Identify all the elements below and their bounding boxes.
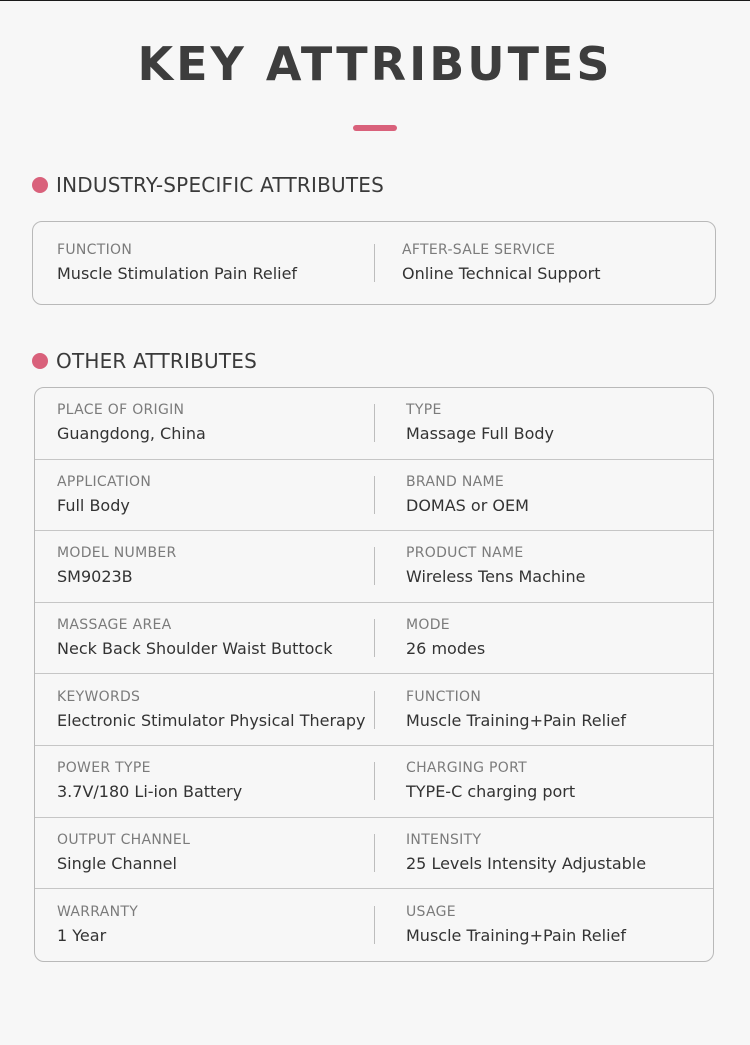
attribute-value: 1 Year	[57, 925, 107, 945]
attribute-value: 3.7V/180 Li-ion Battery	[57, 782, 243, 802]
other-attributes-card	[34, 387, 714, 962]
attribute-key: PRODUCT NAME	[406, 545, 524, 562]
attribute-value: Guangdong, China	[57, 424, 206, 444]
attribute-cell	[35, 831, 374, 875]
attribute-cell	[35, 544, 374, 588]
attribute-value: Wireless Tens Machine	[406, 567, 586, 587]
attribute-key: WARRANTY	[57, 903, 139, 920]
attribute-value: Muscle Training+Pain Relief	[406, 710, 627, 730]
attribute-row	[35, 460, 713, 532]
attribute-value: SM9023B	[57, 567, 133, 587]
attribute-value: Single Channel	[57, 853, 177, 873]
attribute-value: Muscle Stimulation Pain Relief	[57, 264, 298, 283]
attribute-cell	[374, 759, 713, 803]
page-title: KEY ATTRIBUTES	[137, 37, 613, 91]
attribute-value: 25 Levels Intensity Adjustable	[406, 853, 647, 873]
attribute-key: OUTPUT CHANNEL	[57, 831, 191, 848]
attribute-key: KEYWORDS	[57, 688, 141, 705]
attribute-key: FUNCTION	[406, 688, 482, 705]
attribute-value: Neck Back Shoulder Waist Buttock	[57, 639, 333, 659]
attribute-cell	[374, 473, 713, 517]
other-section-heading	[32, 349, 257, 373]
attribute-value: Full Body	[57, 495, 130, 515]
attribute-value: DOMAS or OEM	[406, 495, 529, 515]
attribute-value: Online Technical Support	[402, 264, 601, 283]
attribute-cell	[35, 616, 374, 660]
other-heading-label: OTHER ATTRIBUTES	[56, 349, 258, 373]
industry-attributes-card	[32, 221, 716, 305]
attribute-value: TYPE-C charging port	[406, 782, 576, 802]
attribute-key: MODEL NUMBER	[57, 545, 177, 562]
attribute-row	[33, 222, 715, 304]
attribute-cell	[35, 401, 374, 445]
bullet-dot-icon	[32, 177, 48, 193]
attribute-row	[35, 746, 713, 818]
bullet-dot-icon	[32, 353, 48, 369]
attribute-cell	[33, 241, 374, 285]
attribute-key: MODE	[406, 617, 450, 634]
attribute-key: BRAND NAME	[406, 473, 505, 490]
attribute-cell	[374, 401, 713, 445]
attribute-cell	[35, 759, 374, 803]
attribute-value: Massage Full Body	[406, 424, 555, 444]
attribute-row	[35, 674, 713, 746]
attribute-cell	[374, 903, 713, 947]
attribute-row	[35, 531, 713, 603]
attribute-row	[35, 603, 713, 675]
attribute-key: TYPE	[406, 402, 442, 419]
attribute-key: MASSAGE AREA	[57, 617, 172, 634]
attribute-cell	[374, 544, 713, 588]
attribute-key: PLACE OF ORIGIN	[57, 402, 185, 419]
attribute-cell	[35, 903, 374, 947]
attribute-key: AFTER-SALE SERVICE	[402, 242, 556, 258]
attribute-key: POWER TYPE	[57, 760, 151, 777]
attribute-value: Muscle Training+Pain Relief	[406, 925, 627, 945]
attribute-key: USAGE	[406, 903, 456, 920]
attribute-cell	[374, 831, 713, 875]
attribute-row	[35, 889, 713, 961]
attribute-value: 26 modes	[406, 639, 486, 659]
title-underline	[353, 125, 397, 131]
attribute-key: INTENSITY	[406, 831, 482, 848]
attribute-cell	[374, 616, 713, 660]
attribute-row	[35, 818, 713, 890]
attribute-cell	[35, 473, 374, 517]
industry-section-heading	[32, 173, 384, 197]
attribute-key: APPLICATION	[57, 473, 152, 490]
attribute-cell	[374, 241, 715, 285]
industry-heading-label: INDUSTRY-SPECIFIC ATTRIBUTES	[56, 173, 384, 197]
attribute-key: FUNCTION	[57, 242, 133, 258]
attribute-value: Electronic Stimulator Physical Therapy	[57, 710, 366, 730]
attribute-row	[35, 388, 713, 460]
attribute-cell	[35, 688, 374, 732]
attribute-cell	[374, 688, 713, 732]
attribute-key: CHARGING PORT	[406, 760, 527, 777]
